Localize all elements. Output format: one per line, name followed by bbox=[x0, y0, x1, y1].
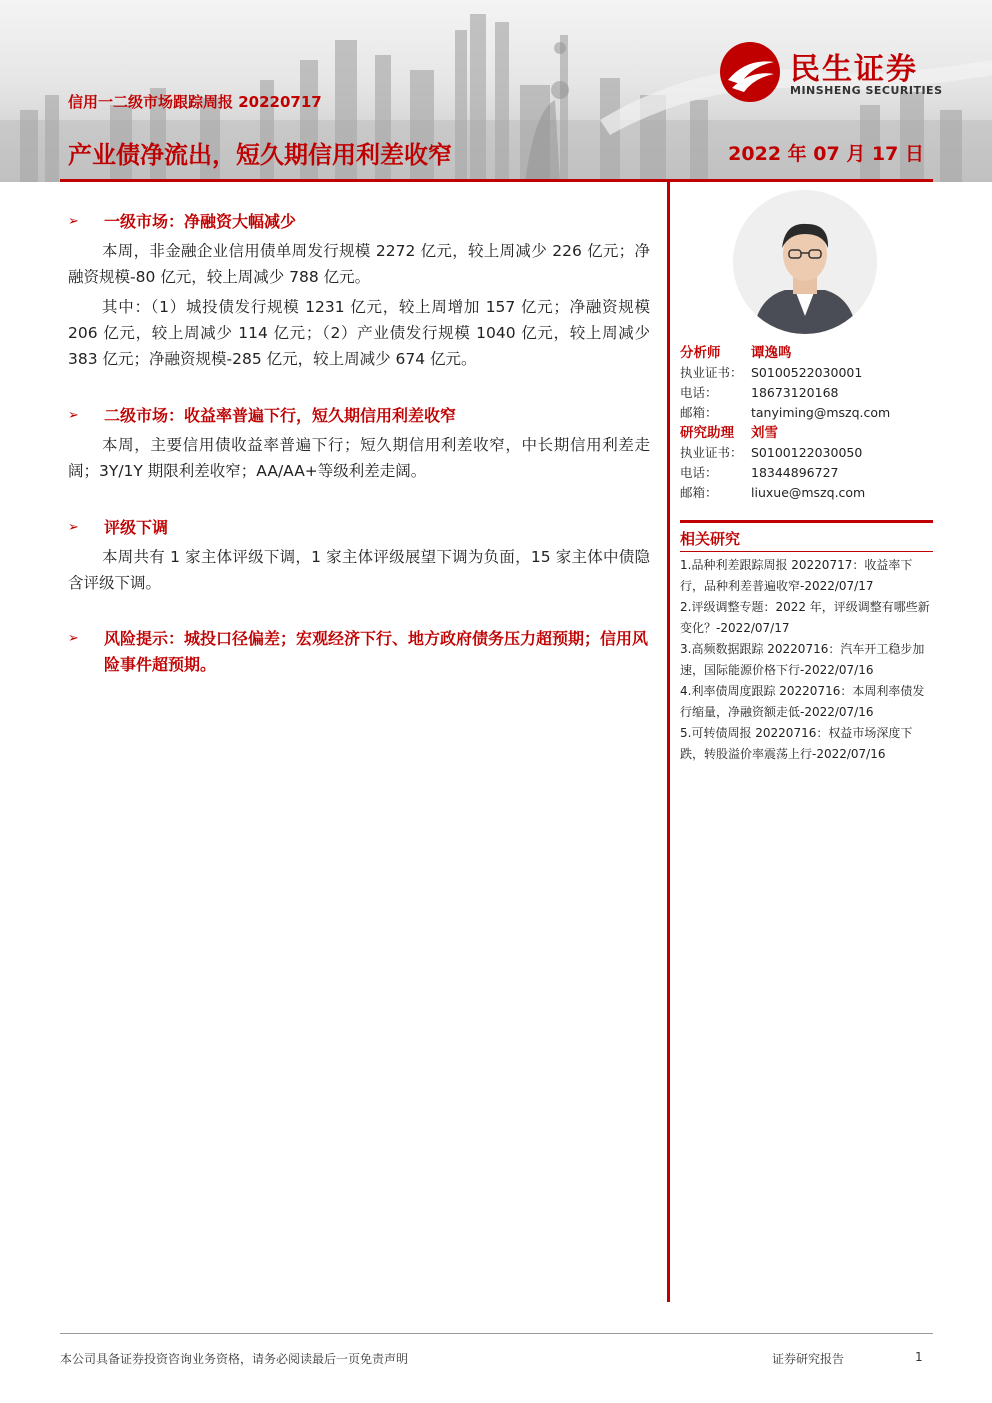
report-date: 2022 年 07 月 17 日 bbox=[728, 143, 924, 165]
footer-doc-type: 证券研究报告 bbox=[772, 1352, 845, 1366]
section-primary-market bbox=[68, 208, 650, 372]
risk-warning-text: 风险提示：城投口径偏差；宏观经济下行、地方政府债务压力超预期；信用风险事件超预期。 bbox=[104, 629, 649, 674]
analyst-row: 分析师 谭逸鸣 bbox=[680, 345, 792, 361]
related-rule bbox=[680, 520, 933, 523]
section-heading: 一级市场：净融资大幅减少 bbox=[104, 212, 297, 231]
report-summary bbox=[68, 208, 650, 708]
section-heading: 评级下调 bbox=[104, 518, 169, 537]
assistant-cert: S0100122030050 bbox=[751, 445, 863, 460]
related-item[interactable]: 1.品种利差跟踪周报 20220717：收益率下行，品种利差普遍收窄-2022/07/17 bbox=[680, 558, 913, 593]
bullet-arrow-icon: ➢ bbox=[68, 520, 79, 535]
page-number: 1 bbox=[915, 1350, 923, 1364]
bullet-arrow-icon: ➢ bbox=[68, 214, 79, 229]
analyst-phone: 18673120168 bbox=[751, 385, 839, 400]
assistant-name: 刘雪 bbox=[751, 425, 778, 441]
section-heading: 二级市场：收益率普遍下行，短久期信用利差收窄 bbox=[104, 406, 457, 425]
assistant-phone: 18344896727 bbox=[751, 465, 839, 480]
analyst-email-link[interactable]: tanyiming@mszq.com bbox=[751, 405, 891, 420]
related-rule-thin bbox=[680, 551, 933, 552]
report-series-title: 信用一二级市场跟踪周报 20220717 bbox=[68, 93, 322, 111]
paragraph: 其中：（1）城投债发行规模 1231 亿元，较上周增加 157 亿元；净融资规模 206 亿元，较上周减少 114 亿元；（2）产业债发行规模 1040 亿元，较上周减少 383 亿元；净融资规模-285 亿元，较上周减少 674 亿元。 bbox=[68, 298, 650, 368]
related-item[interactable]: 5.可转债周报 20220716：权益市场深度下跌，转股溢价率震荡上行-2022/07/16 bbox=[680, 726, 913, 761]
paragraph: 本周共有 1 家主体评级下调，1 家主体评级展望下调为负面，15 家主体中债隐含评级下调。 bbox=[68, 548, 650, 592]
assistant-row: 研究助理 刘雪 bbox=[680, 425, 778, 441]
bullet-arrow-icon: ➢ bbox=[68, 408, 79, 423]
column-divider bbox=[667, 182, 670, 1302]
header-rule bbox=[60, 179, 933, 182]
analyst-cert: S0100522030001 bbox=[751, 365, 863, 380]
bullet-arrow-icon: ➢ bbox=[68, 631, 79, 646]
logo-name-cn: 民生证券 bbox=[790, 52, 918, 87]
related-research-title: 相关研究 bbox=[680, 530, 741, 548]
analyst-name: 谭逸鸣 bbox=[751, 345, 792, 361]
paragraph: 本周，非金融企业信用债单周发行规模 2272 亿元，较上周减少 226 亿元；净融资规模-80 亿元，较上周减少 788 亿元。 bbox=[68, 242, 650, 286]
analyst-portrait-icon bbox=[733, 190, 877, 334]
section-secondary-market bbox=[68, 402, 650, 484]
company-logo bbox=[718, 40, 968, 104]
analyst-photo bbox=[733, 190, 877, 334]
logo-name-en: MINSHENG SECURITIES bbox=[790, 84, 943, 97]
related-item[interactable]: 3.高频数据跟踪 20220716：汽车开工稳步加速，国际能源价格下行-2022/07/16 bbox=[680, 642, 925, 677]
related-research-list bbox=[680, 555, 933, 765]
analyst-contacts: 分析师 谭逸鸣 执业证书： S0100522030001 电话： 18673120168 邮箱： tanyiming@mszq.com 研究助理 刘雪 执业证书： S0100122030050 电话： 18344896727 邮箱： liuxue@mszq.com bbox=[680, 343, 933, 503]
footer-rule bbox=[60, 1333, 933, 1334]
report-header bbox=[0, 0, 992, 182]
related-item[interactable]: 2.评级调整专题：2022 年，评级调整有哪些新变化？-2022/07/17 bbox=[680, 600, 930, 635]
section-rating-downgrade bbox=[68, 514, 650, 596]
assistant-email-link[interactable]: liuxue@mszq.com bbox=[751, 485, 866, 500]
paragraph: 本周，主要信用债收益率普遍下行；短久期信用利差收窄，中长期信用利差走阔；3Y/1Y 期限利差收窄；AA/AA+等级利差走阔。 bbox=[68, 436, 650, 480]
footer-disclaimer: 本公司具备证券投资咨询业务资格，请务必阅读最后一页免责声明 bbox=[60, 1352, 409, 1366]
section-risk-warning bbox=[68, 626, 650, 678]
related-item[interactable]: 4.利率债周度跟踪 20220716：本周利率债发行缩量，净融资额走低-2022/07/16 bbox=[680, 684, 925, 719]
report-title: 产业债净流出，短久期信用利差收窄 bbox=[68, 141, 452, 169]
minsheng-logo-icon bbox=[718, 40, 782, 104]
